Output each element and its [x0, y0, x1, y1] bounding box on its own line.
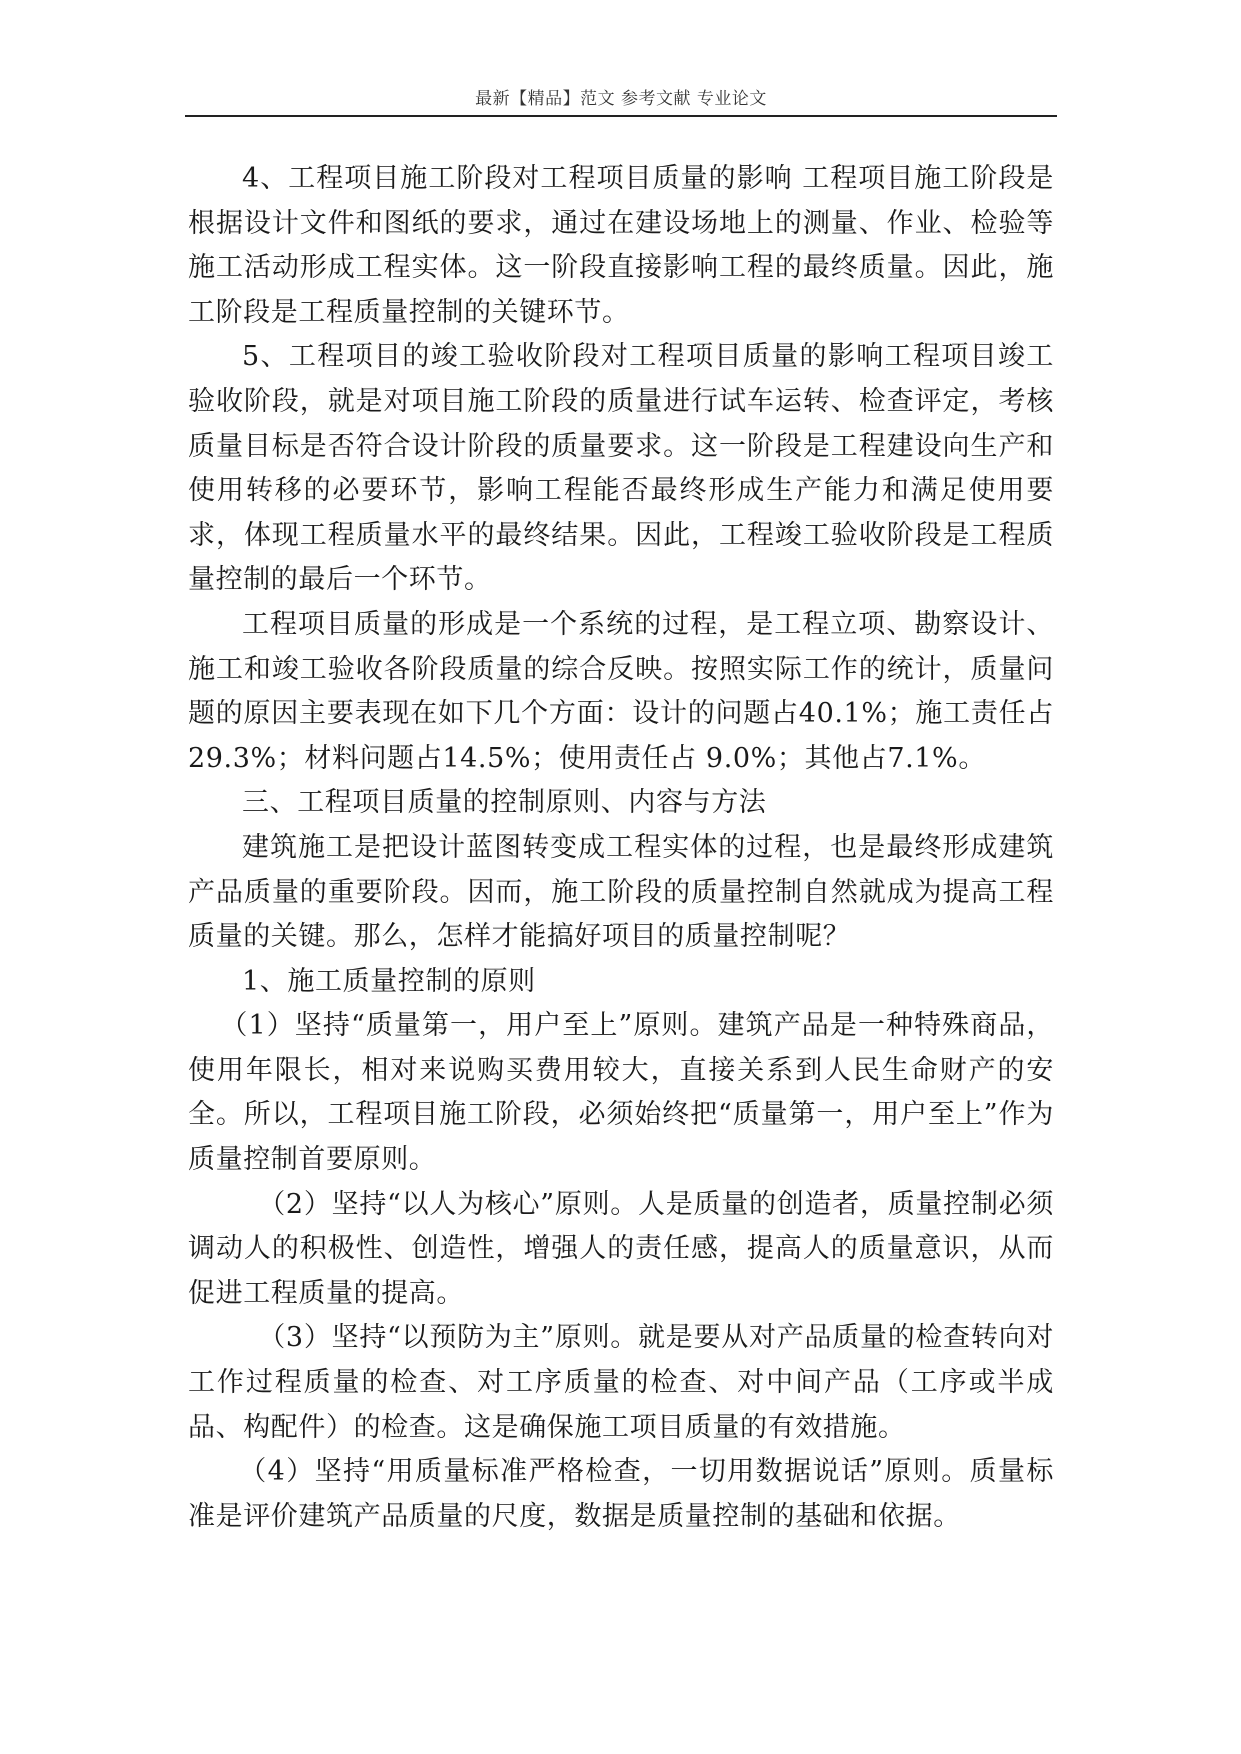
section-heading-principles: 三、工程项目质量的控制原则、内容与方法: [242, 787, 767, 819]
document-body: [188, 157, 1054, 1539]
paragraph-principle-1: （1）坚持“质量第一，用户至上”原则。建筑产品是一种特殊商品，使用年限长，相对来说购买费用较大，直接关系到人民生命财产的安全。所以，工程项目施工阶段，必须始终把“质量第一，用户至上”作为质量控制首要原则。: [188, 1010, 1054, 1176]
paragraph-principle-2: （2）坚持“以人为核心”原则。人是质量的创造者，质量控制必须调动人的积极性、创造性，增强人的责任感，提高人的质量意识，从而促进工程质量的提高。: [188, 1188, 1054, 1309]
paragraph-construction-stage: 4、工程项目施工阶段对工程项目质量的影响 工程项目施工阶段是根据设计文件和图纸的要求，通过在建设场地上的测量、作业、检验等施工活动形成工程实体。这一阶段直接影响工程的最终质量。因此，施工阶段是工程质量控制的关键环节。: [188, 163, 1054, 328]
paragraph-quality-statistics: 工程项目质量的形成是一个系统的过程，是工程立项、勘察设计、施工和竣工验收各阶段质量的综合反映。按照实际工作的统计，质量问题的原因主要表现在如下几个方面：设计的问题占40.1%；施工责任占29.3%；材料问题占14.5%；使用责任占 9.0%；其他占7.1%。: [188, 608, 1054, 774]
header-divider: [185, 115, 1057, 117]
page-header: 最新【精品】范文 参考文献 专业论文: [475, 89, 767, 109]
paragraph-principle-4: （4）坚持“用质量标准严格检查，一切用数据说话”原则。质量标准是评价建筑产品质量的尺度，数据是质量控制的基础和依据。: [188, 1456, 1054, 1532]
paragraph-principle-3: （3）坚持“以预防为主”原则。就是要从对产品质量的检查转向对工作过程质量的检查、对工序质量的检查、对中间产品（工序或半成品、构配件）的检查。这是确保施工项目质量的有效措施。: [188, 1322, 1054, 1443]
paragraph-construction-intro: 建筑施工是把设计蓝图转变成工程实体的过程，也是最终形成建筑产品质量的重要阶段。因而，施工阶段的质量控制自然就成为提高工程质量的关键。那么，怎样才能搞好项目的质量控制呢？: [188, 831, 1054, 953]
paragraph-acceptance-stage: 5、工程项目的竣工验收阶段对工程项目质量的影响工程项目竣工验收阶段，就是对项目施工阶段的质量进行试车运转、检查评定，考核质量目标是否符合设计阶段的质量要求。这一阶段是工程建设向生产和使用转移的必要环节，影响工程能否最终形成生产能力和满足使用要求，体现工程质量水平的最终结果。因此，工程竣工验收阶段是工程质量控制的最后一个环节。: [188, 341, 1054, 596]
subheading-control-principles: 1、施工质量控制的原则: [242, 965, 536, 997]
